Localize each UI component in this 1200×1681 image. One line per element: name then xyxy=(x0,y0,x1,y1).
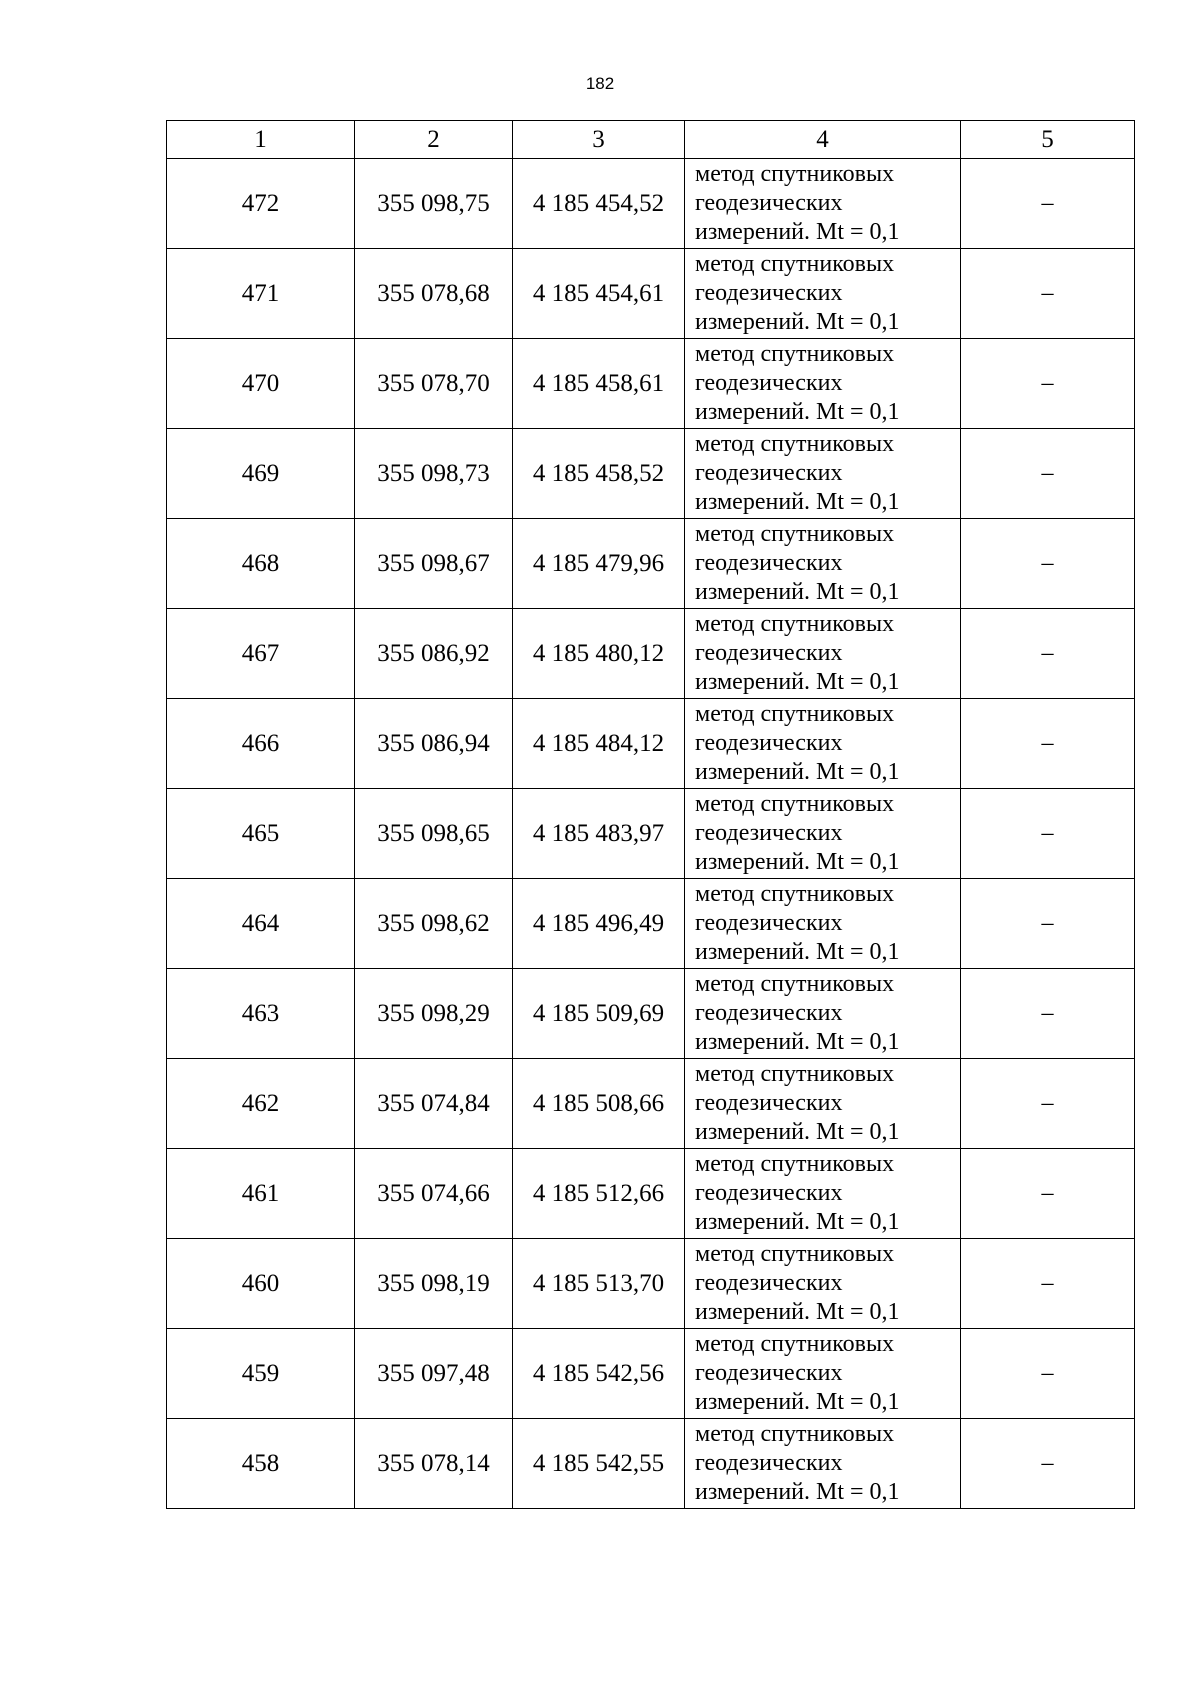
method-cell xyxy=(685,1419,961,1509)
point-number-cell: 459 xyxy=(167,1329,355,1419)
header-col-4: 4 xyxy=(685,121,961,159)
table-row xyxy=(167,879,1135,969)
method-line: геодезических xyxy=(695,1270,843,1296)
method-line: измерений. Mt = 0,1 xyxy=(695,1029,900,1055)
y-coordinate-cell: 4 185 509,69 xyxy=(513,969,685,1059)
point-number-cell: 460 xyxy=(167,1239,355,1329)
notes-cell: – xyxy=(961,1059,1135,1149)
table-row xyxy=(167,969,1135,1059)
table-row xyxy=(167,1329,1135,1419)
method-line: метод спутниковых xyxy=(695,251,895,277)
method-cell xyxy=(685,159,961,249)
table-row xyxy=(167,1239,1135,1329)
method-line: метод спутниковых xyxy=(695,701,895,727)
table-row xyxy=(167,159,1135,249)
method-line: метод спутниковых xyxy=(695,1151,895,1177)
y-coordinate-cell: 4 185 513,70 xyxy=(513,1239,685,1329)
x-coordinate-cell: 355 078,14 xyxy=(355,1419,513,1509)
method-cell xyxy=(685,249,961,339)
method-line: метод спутниковых xyxy=(695,1421,895,1447)
notes-cell: – xyxy=(961,1149,1135,1239)
method-line: измерений. Mt = 0,1 xyxy=(695,939,900,965)
method-cell xyxy=(685,519,961,609)
notes-cell: – xyxy=(961,339,1135,429)
method-line: метод спутниковых xyxy=(695,881,895,907)
method-line: измерений. Mt = 0,1 xyxy=(695,1209,900,1235)
point-number-cell: 463 xyxy=(167,969,355,1059)
notes-cell: – xyxy=(961,429,1135,519)
method-line: метод спутниковых xyxy=(695,431,895,457)
point-number-cell: 470 xyxy=(167,339,355,429)
header-col-5: 5 xyxy=(961,121,1135,159)
method-cell xyxy=(685,879,961,969)
method-line: геодезических xyxy=(695,1360,843,1386)
method-line: геодезических xyxy=(695,910,843,936)
method-line: метод спутниковых xyxy=(695,791,895,817)
x-coordinate-cell: 355 098,67 xyxy=(355,519,513,609)
method-cell xyxy=(685,1149,961,1239)
method-line: измерений. Mt = 0,1 xyxy=(695,1119,900,1145)
method-line: измерений. Mt = 0,1 xyxy=(695,759,900,785)
method-line: метод спутниковых xyxy=(695,161,895,187)
x-coordinate-cell: 355 078,70 xyxy=(355,339,513,429)
table-row xyxy=(167,519,1135,609)
y-coordinate-cell: 4 185 454,52 xyxy=(513,159,685,249)
notes-cell: – xyxy=(961,609,1135,699)
point-number-cell: 469 xyxy=(167,429,355,519)
table-row xyxy=(167,1059,1135,1149)
method-line: геодезических xyxy=(695,280,843,306)
notes-cell: – xyxy=(961,879,1135,969)
y-coordinate-cell: 4 185 479,96 xyxy=(513,519,685,609)
method-line: измерений. Mt = 0,1 xyxy=(695,1299,900,1325)
y-coordinate-cell: 4 185 512,66 xyxy=(513,1149,685,1239)
x-coordinate-cell: 355 098,65 xyxy=(355,789,513,879)
point-number-cell: 466 xyxy=(167,699,355,789)
method-line: измерений. Mt = 0,1 xyxy=(695,399,900,425)
y-coordinate-cell: 4 185 454,61 xyxy=(513,249,685,339)
table-row xyxy=(167,429,1135,519)
method-line: измерений. Mt = 0,1 xyxy=(695,669,900,695)
point-number-cell: 458 xyxy=(167,1419,355,1509)
y-coordinate-cell: 4 185 496,49 xyxy=(513,879,685,969)
method-line: измерений. Mt = 0,1 xyxy=(695,219,900,245)
method-cell xyxy=(685,789,961,879)
x-coordinate-cell: 355 086,94 xyxy=(355,699,513,789)
method-cell xyxy=(685,609,961,699)
y-coordinate-cell: 4 185 458,52 xyxy=(513,429,685,519)
method-line: измерений. Mt = 0,1 xyxy=(695,849,900,875)
table-row xyxy=(167,789,1135,879)
point-number-cell: 472 xyxy=(167,159,355,249)
x-coordinate-cell: 355 074,66 xyxy=(355,1149,513,1239)
point-number-cell: 471 xyxy=(167,249,355,339)
method-line: геодезических xyxy=(695,1450,843,1476)
table-header xyxy=(167,121,1135,159)
header-col-2: 2 xyxy=(355,121,513,159)
method-cell xyxy=(685,1059,961,1149)
x-coordinate-cell: 355 074,84 xyxy=(355,1059,513,1149)
notes-cell: – xyxy=(961,699,1135,789)
table-row xyxy=(167,609,1135,699)
method-line: метод спутниковых xyxy=(695,1241,895,1267)
method-line: геодезических xyxy=(695,550,843,576)
notes-cell: – xyxy=(961,789,1135,879)
notes-cell: – xyxy=(961,249,1135,339)
y-coordinate-cell: 4 185 508,66 xyxy=(513,1059,685,1149)
y-coordinate-cell: 4 185 542,55 xyxy=(513,1419,685,1509)
x-coordinate-cell: 355 098,62 xyxy=(355,879,513,969)
header-col-1: 1 xyxy=(167,121,355,159)
method-line: геодезических xyxy=(695,820,843,846)
method-line: геодезических xyxy=(695,640,843,666)
method-line: геодезических xyxy=(695,370,843,396)
table-row xyxy=(167,339,1135,429)
notes-cell: – xyxy=(961,1239,1135,1329)
x-coordinate-cell: 355 086,92 xyxy=(355,609,513,699)
method-line: метод спутниковых xyxy=(695,521,895,547)
table-row xyxy=(167,1419,1135,1509)
notes-cell: – xyxy=(961,969,1135,1059)
header-row xyxy=(167,121,1135,159)
method-cell xyxy=(685,339,961,429)
header-col-3: 3 xyxy=(513,121,685,159)
x-coordinate-cell: 355 098,19 xyxy=(355,1239,513,1329)
point-number-cell: 468 xyxy=(167,519,355,609)
method-line: измерений. Mt = 0,1 xyxy=(695,489,900,515)
method-line: метод спутниковых xyxy=(695,611,895,637)
method-line: геодезических xyxy=(695,1000,843,1026)
page-number: 182 xyxy=(585,74,615,93)
method-line: метод спутниковых xyxy=(695,1331,895,1357)
method-line: геодезических xyxy=(695,1180,843,1206)
y-coordinate-cell: 4 185 458,61 xyxy=(513,339,685,429)
notes-cell: – xyxy=(961,159,1135,249)
x-coordinate-cell: 355 078,68 xyxy=(355,249,513,339)
method-line: измерений. Mt = 0,1 xyxy=(695,309,900,335)
method-cell xyxy=(685,429,961,519)
point-number-cell: 462 xyxy=(167,1059,355,1149)
method-line: геодезических xyxy=(695,1090,843,1116)
table-row xyxy=(167,249,1135,339)
method-line: геодезических xyxy=(695,460,843,486)
method-line: метод спутниковых xyxy=(695,971,895,997)
y-coordinate-cell: 4 185 484,12 xyxy=(513,699,685,789)
x-coordinate-cell: 355 098,75 xyxy=(355,159,513,249)
method-line: геодезических xyxy=(695,190,843,216)
point-number-cell: 464 xyxy=(167,879,355,969)
table-row xyxy=(167,699,1135,789)
x-coordinate-cell: 355 098,29 xyxy=(355,969,513,1059)
y-coordinate-cell: 4 185 483,97 xyxy=(513,789,685,879)
method-line: метод спутниковых xyxy=(695,1061,895,1087)
method-line: геодезических xyxy=(695,730,843,756)
table-row xyxy=(167,1149,1135,1239)
notes-cell: – xyxy=(961,519,1135,609)
method-cell xyxy=(685,1239,961,1329)
y-coordinate-cell: 4 185 542,56 xyxy=(513,1329,685,1419)
point-number-cell: 465 xyxy=(167,789,355,879)
method-line: измерений. Mt = 0,1 xyxy=(695,1389,900,1415)
x-coordinate-cell: 355 098,73 xyxy=(355,429,513,519)
point-number-cell: 467 xyxy=(167,609,355,699)
table-body xyxy=(167,159,1135,1509)
point-number-cell: 461 xyxy=(167,1149,355,1239)
method-cell xyxy=(685,699,961,789)
notes-cell: – xyxy=(961,1419,1135,1509)
x-coordinate-cell: 355 097,48 xyxy=(355,1329,513,1419)
method-line: метод спутниковых xyxy=(695,341,895,367)
method-cell xyxy=(685,969,961,1059)
method-line: измерений. Mt = 0,1 xyxy=(695,1479,900,1505)
method-line: измерений. Mt = 0,1 xyxy=(695,579,900,605)
coordinates-table xyxy=(166,120,1135,1509)
method-cell xyxy=(685,1329,961,1419)
y-coordinate-cell: 4 185 480,12 xyxy=(513,609,685,699)
notes-cell: – xyxy=(961,1329,1135,1419)
